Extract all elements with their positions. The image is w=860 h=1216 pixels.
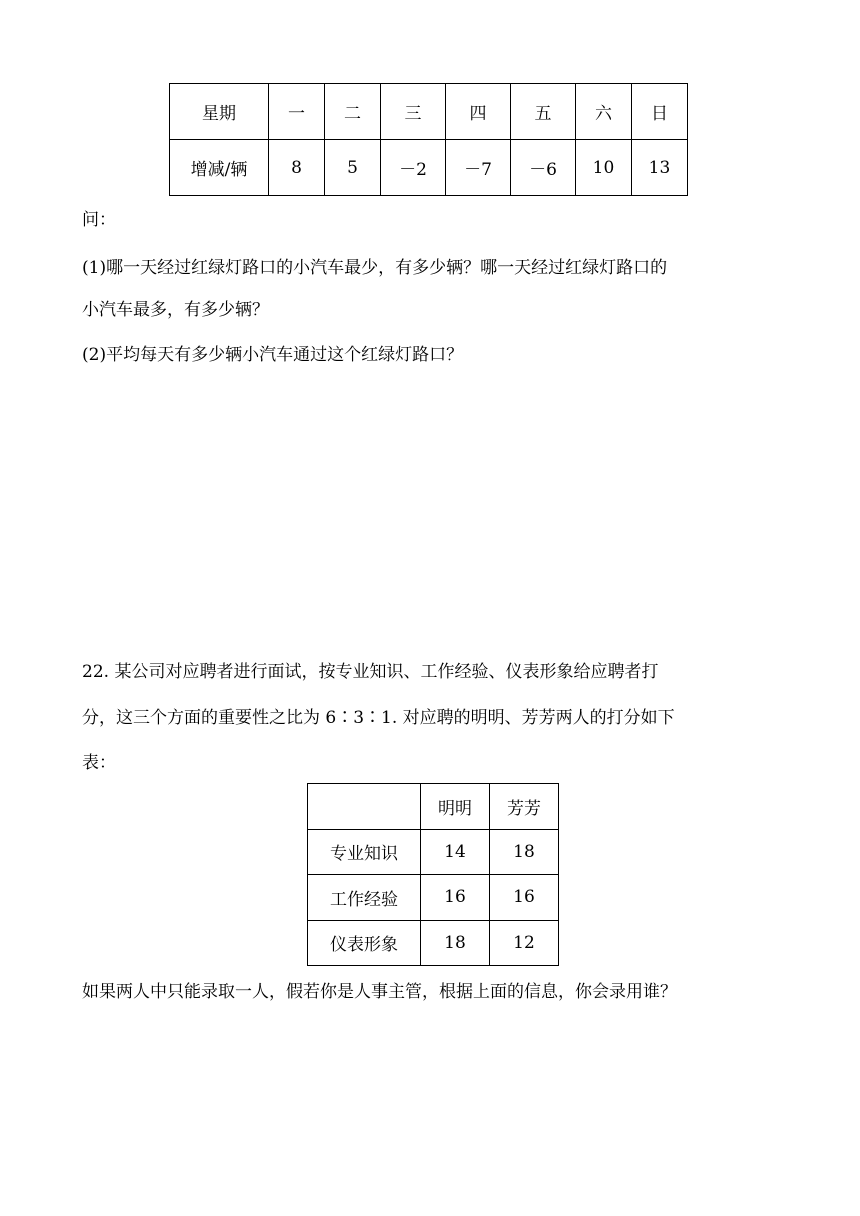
- change-cell: 13: [632, 140, 688, 196]
- score-cell: 18: [421, 920, 490, 966]
- table-row: [170, 84, 688, 140]
- question-prompt: 问：: [82, 210, 116, 230]
- row-label: 工作经验: [308, 875, 421, 921]
- day-cell: 日: [632, 84, 688, 140]
- change-cell: 8: [269, 140, 325, 196]
- row-label: 专业知识: [308, 829, 421, 875]
- score-cell: 14: [421, 829, 490, 875]
- day-cell: 六: [576, 84, 632, 140]
- day-cell: 四: [446, 84, 511, 140]
- day-cell: 三: [381, 84, 446, 140]
- change-cell: －7: [446, 140, 511, 196]
- header-fangfang: 芳芳: [490, 784, 559, 830]
- header-empty-cell: [308, 784, 421, 830]
- traffic-change-table: [169, 83, 688, 196]
- score-cell: 18: [490, 829, 559, 875]
- day-cell: 一: [269, 84, 325, 140]
- change-cell: 10: [576, 140, 632, 196]
- change-cell: －2: [381, 140, 446, 196]
- table-row: [170, 140, 688, 196]
- problem-22-line-1: 22. 某公司对应聘者进行面试，按专业知识、工作经验、仪表形象给应聘者打: [82, 662, 659, 682]
- question-part-1-line-2: 小汽车最多，有多少辆？: [82, 300, 269, 320]
- table-row: [308, 875, 559, 921]
- table-row: [308, 920, 559, 966]
- question-part-1-line-1: (1)哪一天经过红绿灯路口的小汽车最少，有多少辆？哪一天经过红绿灯路口的: [82, 258, 668, 278]
- header-mingming: 明明: [421, 784, 490, 830]
- score-cell: 16: [421, 875, 490, 921]
- row-label: 仪表形象: [308, 920, 421, 966]
- day-cell: 五: [511, 84, 576, 140]
- table-row: [308, 784, 559, 830]
- day-cell: 二: [325, 84, 381, 140]
- change-cell: 5: [325, 140, 381, 196]
- question-part-2: (2)平均每天有多少辆小汽车通过这个红绿灯路口？: [82, 345, 464, 365]
- score-cell: 16: [490, 875, 559, 921]
- row-label-weekday: 星期: [170, 84, 269, 140]
- row-label-change: 增减/辆: [170, 140, 269, 196]
- change-cell: －6: [511, 140, 576, 196]
- problem-22-question: 如果两人中只能录取一人，假若你是人事主管，根据上面的信息，你会录用谁？: [82, 982, 677, 1002]
- problem-22-line-3: 表：: [82, 753, 116, 773]
- interview-score-table: [307, 783, 559, 966]
- table-row: [308, 829, 559, 875]
- score-cell: 12: [490, 920, 559, 966]
- problem-22-line-2: 分，这三个方面的重要性之比为 6∶3∶1. 对应聘的明明、芳芳两人的打分如下: [82, 708, 675, 728]
